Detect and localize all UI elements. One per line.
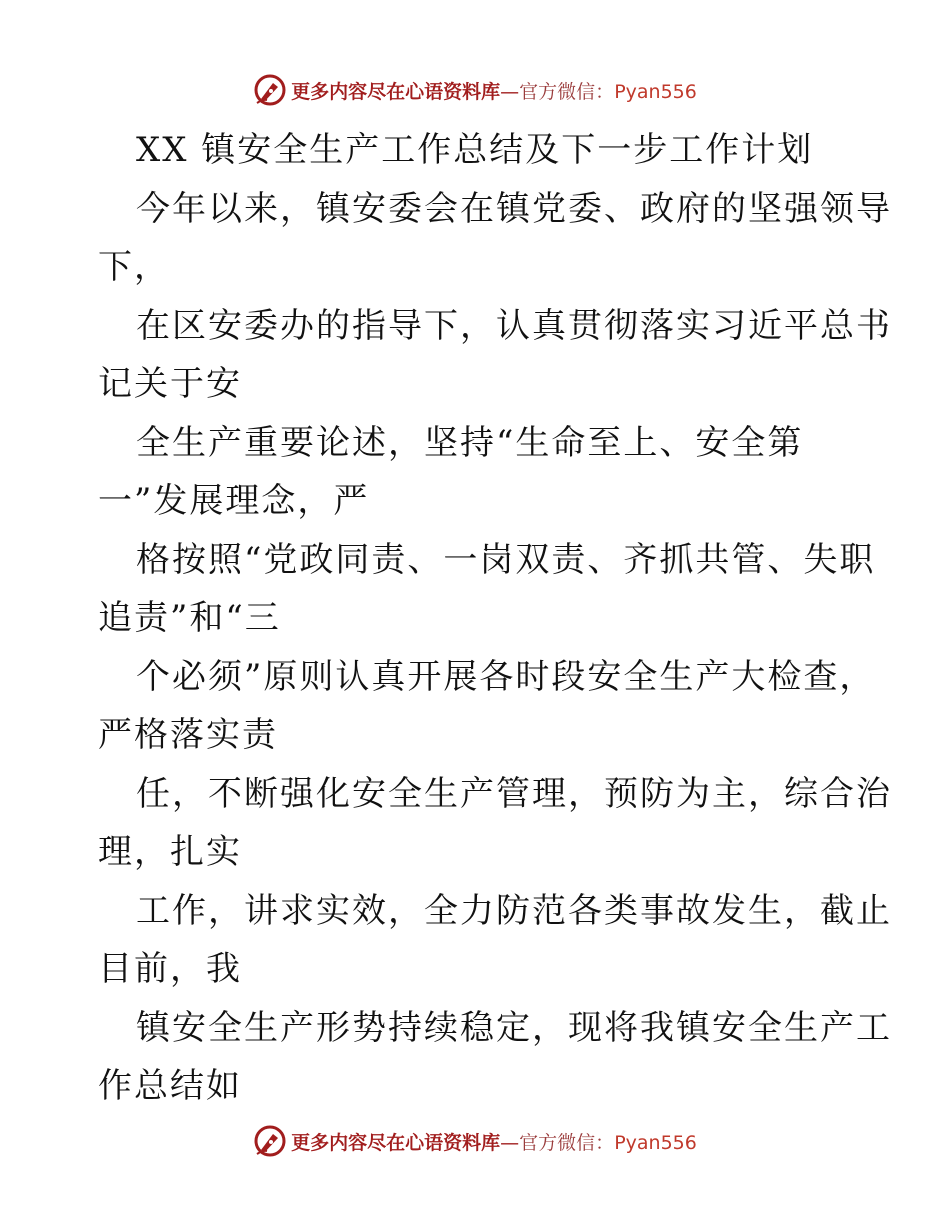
paragraph-line: 一”发展理念，严 (98, 481, 370, 521)
watermark-official-label: 官方微信： (519, 1131, 615, 1154)
paragraph-line: 镇安全生产形势持续稳定，现将我镇安全生产工 (136, 1007, 892, 1048)
footer-watermark-banner (0, 1121, 950, 1161)
paragraph-line: 下， (98, 247, 170, 287)
pen-nib-circle-icon (253, 73, 287, 107)
paragraph-line: 格按照“党政同责、一岗双责、齐抓共管、失职 (136, 539, 876, 580)
paragraph-line: 个必须”原则认真开展各时段安全生产大检查， (136, 656, 876, 697)
watermark-main-text: 更多内容尽在心语资料库 (291, 1131, 501, 1154)
paragraph-line: 在区安委办的指导下，认真贯彻落实习近平总书 (136, 305, 892, 346)
watermark-text (291, 77, 697, 104)
watermark-handle: Pyan556 (614, 80, 697, 103)
header-watermark-banner (0, 70, 950, 110)
watermark-text (291, 1128, 697, 1155)
paragraph-line: 严格落实责 (98, 715, 278, 755)
document-title: XX 镇安全生产工作总结及下一步工作计划 (136, 130, 814, 170)
paragraph-line: 目前，我 (98, 949, 242, 989)
paragraph-line: 理，扎实 (98, 832, 242, 872)
watermark-main-text: 更多内容尽在心语资料库 (291, 80, 501, 103)
document-lines (98, 180, 892, 1116)
paragraph-line: 工作，讲求实效，全力防范各类事故发生，截止 (136, 890, 892, 931)
paragraph-line: 作总结如 (98, 1066, 242, 1106)
paragraph-line: 今年以来，镇安委会在镇党委、政府的坚强领导 (136, 188, 892, 229)
watermark-separator: — (500, 80, 520, 103)
paragraph-line: 记关于安 (98, 364, 242, 404)
document-body (98, 121, 892, 1116)
paragraph-line: 全生产重要论述，坚持“生命至上、安全第 (136, 422, 804, 463)
paragraph-line: 任，不断强化安全生产管理，预防为主，综合治 (136, 773, 892, 814)
pen-nib-circle-icon (253, 1124, 287, 1158)
watermark-official-label: 官方微信： (519, 80, 615, 103)
watermark-handle: Pyan556 (614, 1131, 697, 1154)
watermark-separator: — (500, 1131, 520, 1154)
paragraph-line: 追责”和“三 (98, 598, 281, 638)
